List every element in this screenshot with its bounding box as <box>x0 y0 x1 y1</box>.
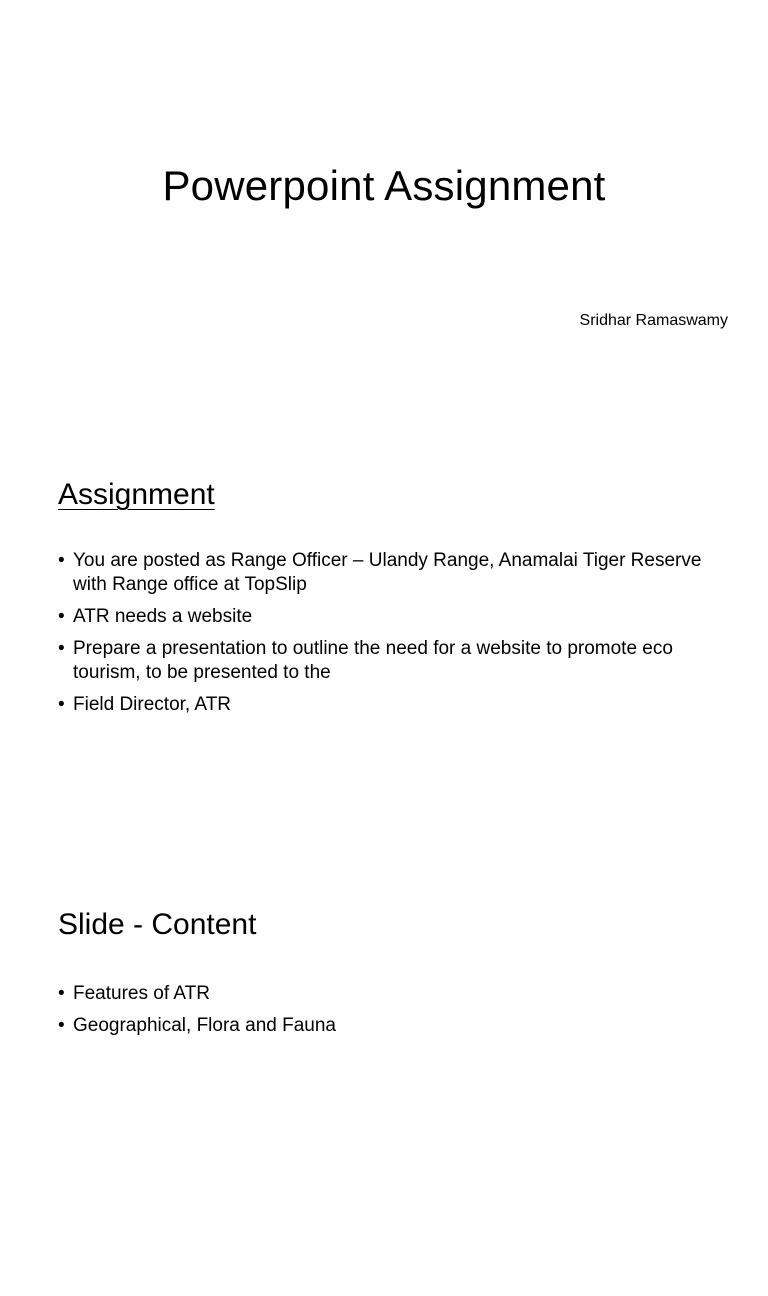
bullet-glyph: • <box>58 550 65 571</box>
author-name: Sridhar Ramaswamy <box>579 312 728 329</box>
list-item-text: Prepare a presentation to outline the need for a website to promote eco tourism, to be presented to the <box>73 638 673 683</box>
slide-1-title <box>0 0 768 432</box>
bullet-glyph: • <box>58 638 65 659</box>
list-item-text: You are posted as Range Officer – Ulandy Range, Anamalai Tiger Reserve with Range office at TopSlip <box>73 550 702 595</box>
list-item <box>58 637 708 685</box>
bullet-glyph: • <box>58 983 65 1004</box>
slide-heading: Slide - Content <box>58 908 257 941</box>
list-item <box>58 982 708 1006</box>
slide-2-assignment <box>0 432 768 864</box>
bullet-glyph: • <box>58 694 65 715</box>
list-item-text: ATR needs a website <box>73 606 253 627</box>
bullet-list <box>58 549 708 725</box>
slide-heading: Assignment <box>58 478 215 511</box>
list-item <box>58 1014 708 1038</box>
presentation-title: Powerpoint Assignment <box>162 162 606 209</box>
list-item-text: Features of ATR <box>73 983 210 1004</box>
bullet-glyph: • <box>58 1015 65 1036</box>
bullet-list <box>58 982 708 1046</box>
list-item <box>58 549 708 597</box>
list-item-text: Geographical, Flora and Fauna <box>73 1015 336 1036</box>
bullet-glyph: • <box>58 606 65 627</box>
list-item <box>58 605 708 629</box>
list-item-text: Field Director, ATR <box>73 694 232 715</box>
slide-3-content <box>0 864 768 1296</box>
list-item <box>58 693 708 717</box>
